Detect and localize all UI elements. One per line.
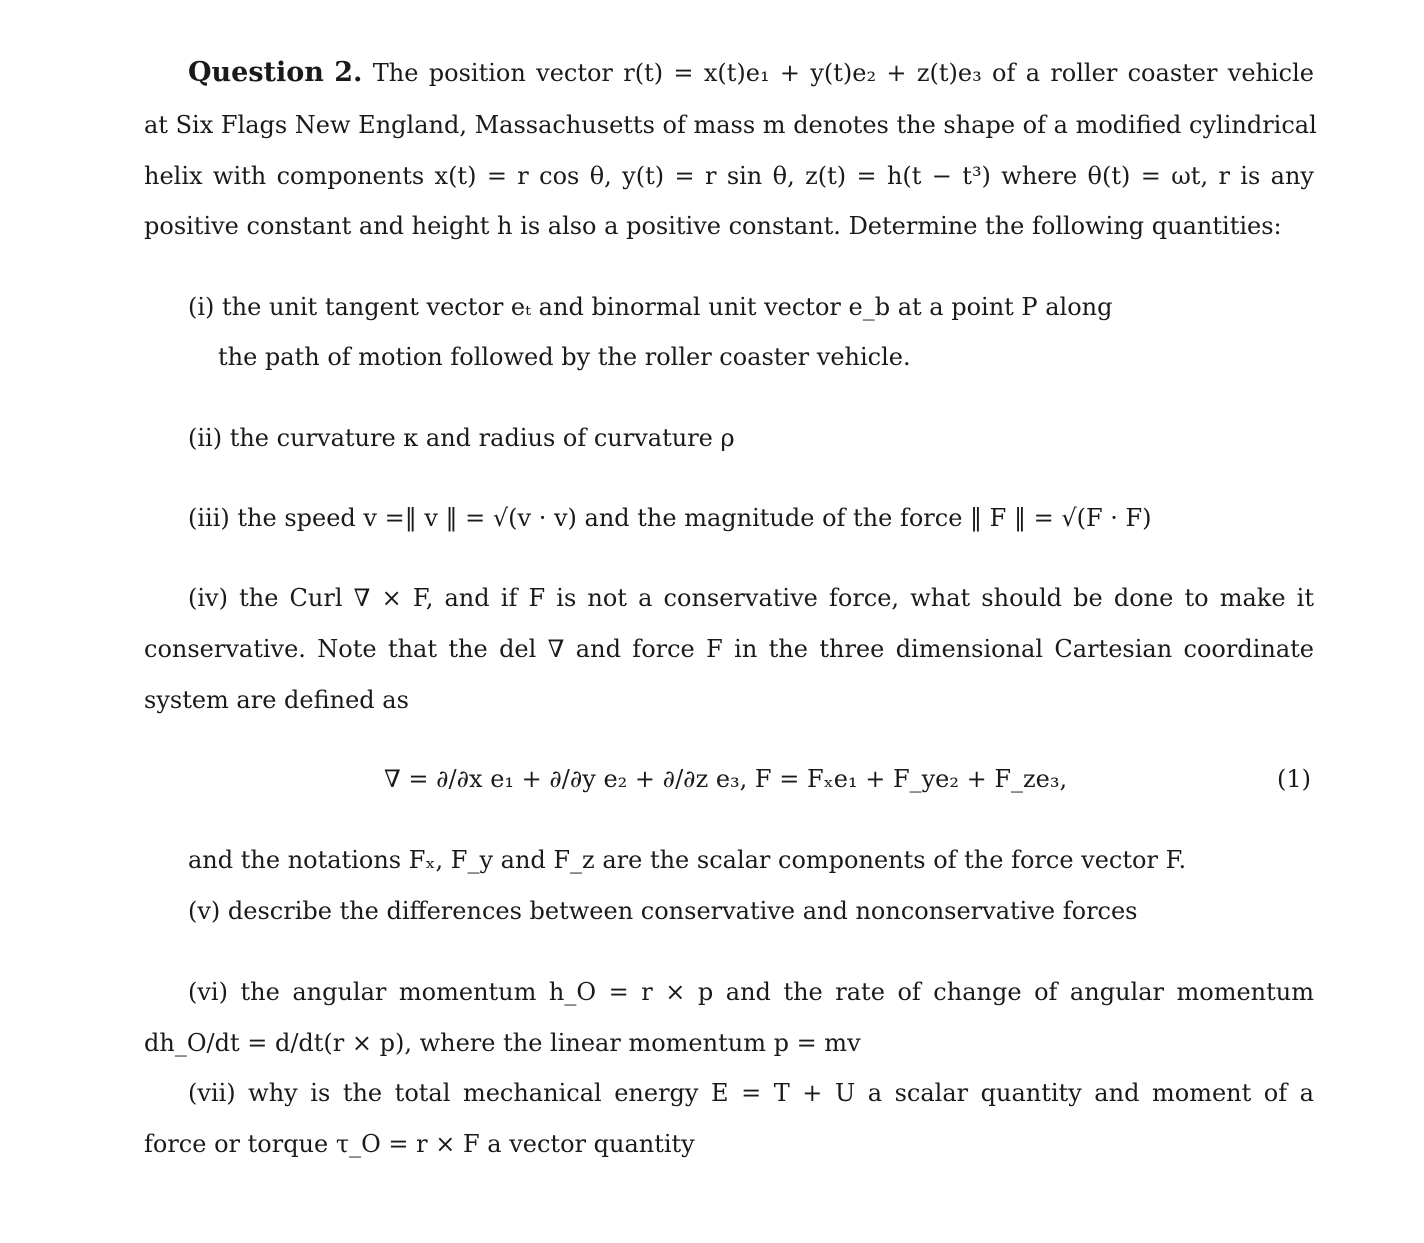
question-intro-line-4: positive constant and height h is also a positive constant. Determine the following quantities: <box>144 212 1282 240</box>
part-iv-line-1: (iv) the Curl ∇ × F, and if F is not a conservative force, what should be done to make it <box>188 584 1314 612</box>
equation-number: (1) <box>1277 765 1311 793</box>
part-vii-line-1: (vii) why is the total mechanical energy E = T + U a scalar quantity and moment of a <box>188 1079 1314 1107</box>
question-number: 2. <box>334 57 363 88</box>
part-i-line-2: the path of motion followed by the roller coaster vehicle. <box>218 343 911 371</box>
question-intro-line-2: at Six Flags New England, Massachusetts of mass m denotes the shape of a modified cylindrical <box>144 111 1317 139</box>
question-label: Question <box>188 57 324 88</box>
part-vi-line-2: dh_O/dt = d/dt(r × p), where the linear momentum p = mv <box>144 1029 861 1057</box>
equation-1-text: ∇ = ∂/∂x e₁ + ∂/∂y e₂ + ∂/∂z e₃, F = Fₓe₁ + F_ye₂ + F_ze₃, <box>384 765 1068 793</box>
equation-1 <box>384 762 1284 796</box>
part-ii: (ii) the curvature κ and radius of curvature ρ <box>188 424 735 452</box>
intro-line-1-text: The position vector r(t) = x(t)e₁ + y(t)e₂ + z(t)e₃ of a roller coaster vehicle <box>372 59 1314 87</box>
part-vii-line-2: force or torque τ_O = r × F a vector quantity <box>144 1130 695 1158</box>
part-v: (v) describe the differences between conservative and nonconservative forces <box>188 897 1138 925</box>
question-intro-line-1 <box>188 56 1314 90</box>
part-iv-line-2: conservative. Note that the del ∇ and force F in the three dimensional Cartesian coordinate <box>144 635 1314 663</box>
part-iv-line-3: system are defined as <box>144 686 409 714</box>
part-vi-line-1: (vi) the angular momentum h_O = r × p and the rate of change of angular momentum <box>188 978 1314 1006</box>
part-i-line-1: (i) the unit tangent vector eₜ and binormal unit vector e_b at a point P along <box>188 293 1113 321</box>
part-iv-notation: and the notations Fₓ, F_y and F_z are the scalar components of the force vector F. <box>188 846 1187 874</box>
question-intro-line-3: helix with components x(t) = r cos θ, y(t) = r sin θ, z(t) = h(t − t³) where θ(t) = ωt, r is any <box>144 162 1314 190</box>
part-iii: (iii) the speed v =‖ v ‖ = √(v · v) and the magnitude of the force ‖ F ‖ = √(F · F) <box>188 504 1152 532</box>
